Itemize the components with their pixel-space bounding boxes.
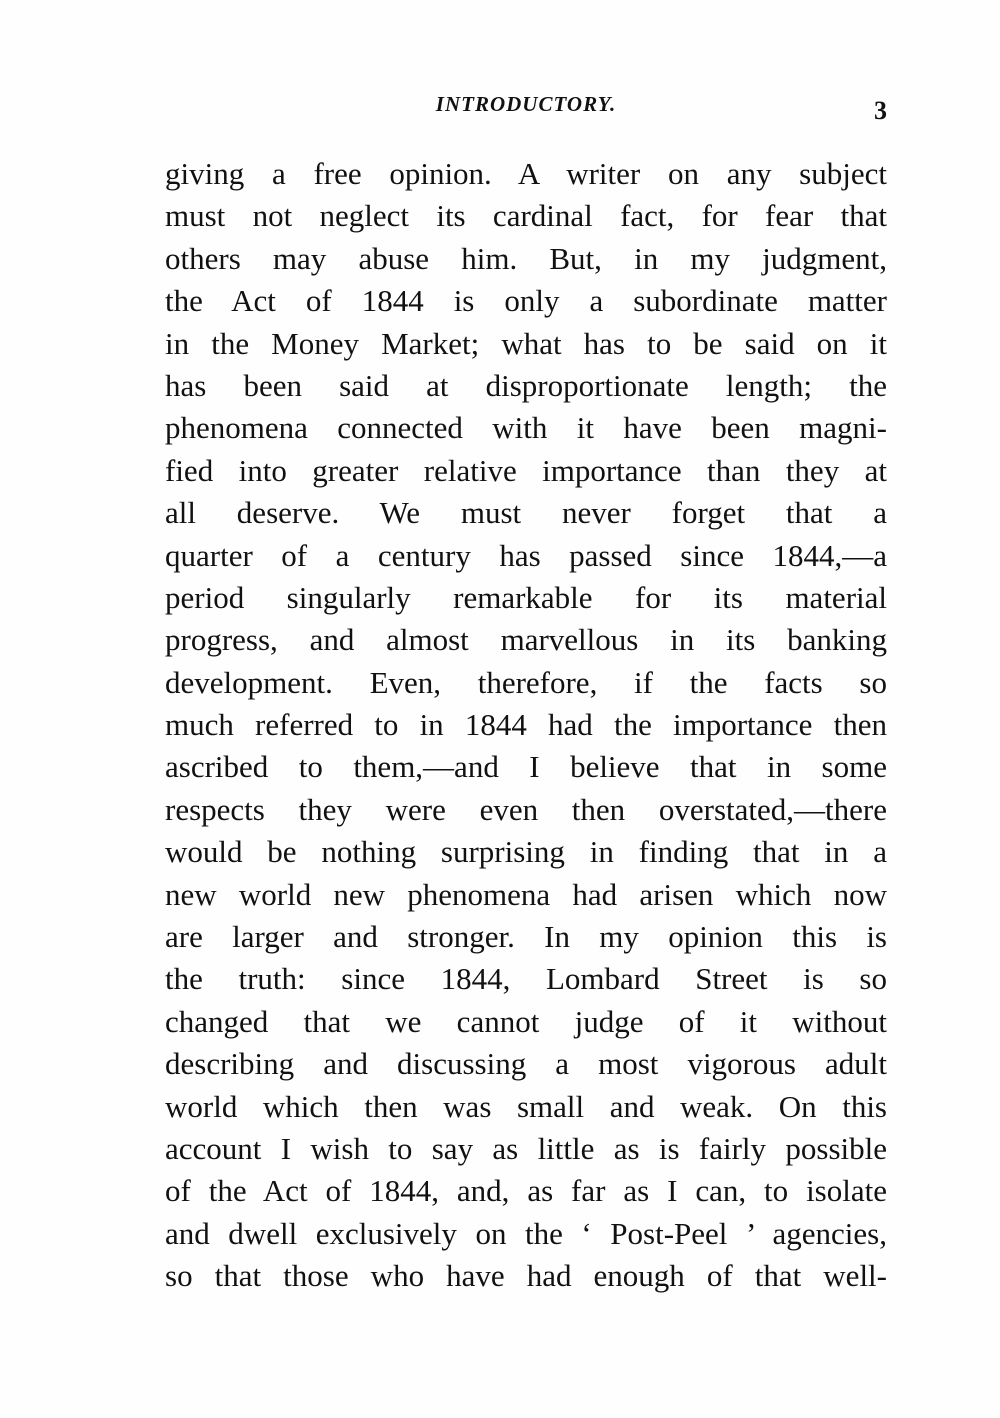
text-line: fied into greater relative importance than they at [165,452,887,488]
text-line: ascribed to them,—and I believe that in some [165,749,887,785]
text-line: others may abuse him. But, in my judgment, [165,240,887,276]
text-line: has been said at disproportionate length; the [165,367,887,403]
text-line: in the Money Market; what has to be said on it [165,325,887,361]
text-line: are larger and stronger. In my opinion this is [165,919,887,955]
text-line: world which then was small and weak. On this [165,1088,887,1124]
text-line: of the Act of 1844, and, as far as I can, to isolate [165,1173,887,1209]
text-line: all deserve. We must never forget that a [165,495,887,531]
running-title: INTRODUCTORY. [435,92,617,116]
text-line: new world new phenomena had arisen which now [165,876,887,912]
text-line: phenomena connected with it have been magni- [165,410,887,446]
text-line: must not neglect its cardinal fact, for fear that [165,198,887,234]
page-number: 3 [874,96,887,125]
text-line: the Act of 1844 is only a subordinate matter [165,283,887,319]
text-line: changed that we cannot judge of it without [165,1003,887,1039]
text-line: and dwell exclusively on the ‘ Post-Peel ’ agencies, [165,1215,887,1251]
text-line: giving a free opinion. A writer on any subject [165,156,887,191]
text-line: quarter of a century has passed since 1844,—a [165,537,887,573]
text-line: much referred to in 1844 had the importance then [165,707,887,743]
text-line: period singularly remarkable for its material [165,579,887,615]
text-line: progress, and almost marvellous in its banking [165,622,887,658]
body-paragraph [165,153,887,1298]
text-line: account I wish to say as little as is fairly possible [165,1130,887,1166]
running-head [165,92,887,132]
text-line: describing and discussing a most vigorous adult [165,1046,887,1082]
text-line: development. Even, therefore, if the facts so [165,664,887,700]
text-line: respects they were even then overstated,—there [165,791,887,827]
text-line: the truth: since 1844, Lombard Street is so [165,961,887,997]
text-line: would be nothing surprising in finding that in a [165,834,887,870]
text-line: so that those who have had enough of that well- [165,1258,887,1294]
